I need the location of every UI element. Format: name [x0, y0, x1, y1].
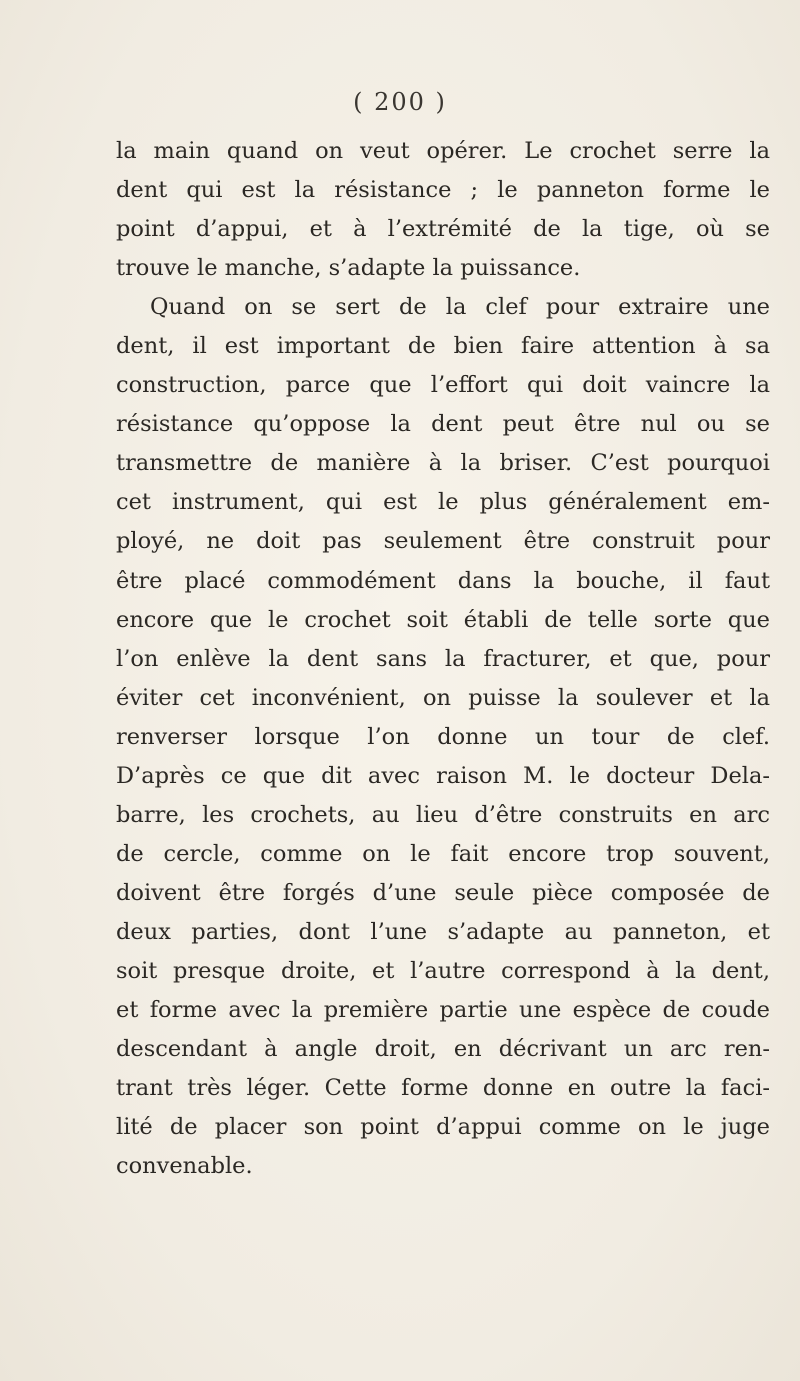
- text-line: trant très léger. Cette forme donne en outre la faci-: [116, 1075, 770, 1102]
- paragraph-start-line: Quand on se sert de la clef pour extraire une: [150, 294, 770, 321]
- text-line: éviter cet inconvénient, on puisse la soulever et la: [116, 684, 770, 711]
- text-line: transmettre de manière à la briser. C’est pourquoi: [116, 450, 770, 477]
- text-line: lité de placer son point d’appui comme on le juge: [116, 1114, 770, 1141]
- text-line: deux parties, dont l’une s’adapte au panneton, et: [116, 918, 770, 945]
- text-line: doivent être forgés d’une seule pièce composée de: [116, 879, 770, 906]
- text-line: et forme avec la première partie une espèce de coude: [116, 997, 770, 1024]
- text-line: résistance qu’oppose la dent peut être nul ou se: [116, 411, 770, 438]
- text-line: construction, parce que l’effort qui doit vaincre la: [116, 372, 770, 399]
- text-line: la main quand on veut opérer. Le crochet serre la: [116, 138, 770, 164]
- text-line: ployé, ne doit pas seulement être construit pour: [116, 528, 770, 555]
- text-line: encore que le crochet soit établi de telle sorte que: [116, 606, 770, 633]
- text-line: barre, les crochets, au lieu d’être construits en arc: [116, 801, 770, 828]
- text-line: convenable.: [116, 1153, 253, 1180]
- text-line: de cercle, comme on le fait encore trop souvent,: [116, 840, 770, 867]
- text-line: être placé commodément dans la bouche, il faut: [116, 567, 770, 594]
- text-line: D’après ce que dit avec raison M. le docteur Dela-: [116, 762, 770, 789]
- text-line: dent qui est la résistance ; le panneton forme le: [116, 177, 770, 204]
- text-line: descendant à angle droit, en décrivant un arc ren-: [116, 1036, 770, 1063]
- text-line: trouve le manche, s’adapte la puissance.: [116, 255, 581, 282]
- text-line: dent, il est important de bien faire attention à sa: [116, 333, 770, 360]
- text-line: l’on enlève la dent sans la fracturer, et que, pour: [116, 645, 770, 672]
- page-text: [116, 132, 770, 1186]
- text-line: renverser lorsque l’on donne un tour de clef.: [116, 723, 770, 750]
- text-line: point d’appui, et à l’extrémité de la tige, où se: [116, 216, 770, 243]
- text-line: soit presque droite, et l’autre correspond à la dent,: [116, 957, 770, 984]
- text-line: cet instrument, qui est le plus généralement em-: [116, 489, 770, 516]
- page-number: ( 200 ): [353, 88, 447, 116]
